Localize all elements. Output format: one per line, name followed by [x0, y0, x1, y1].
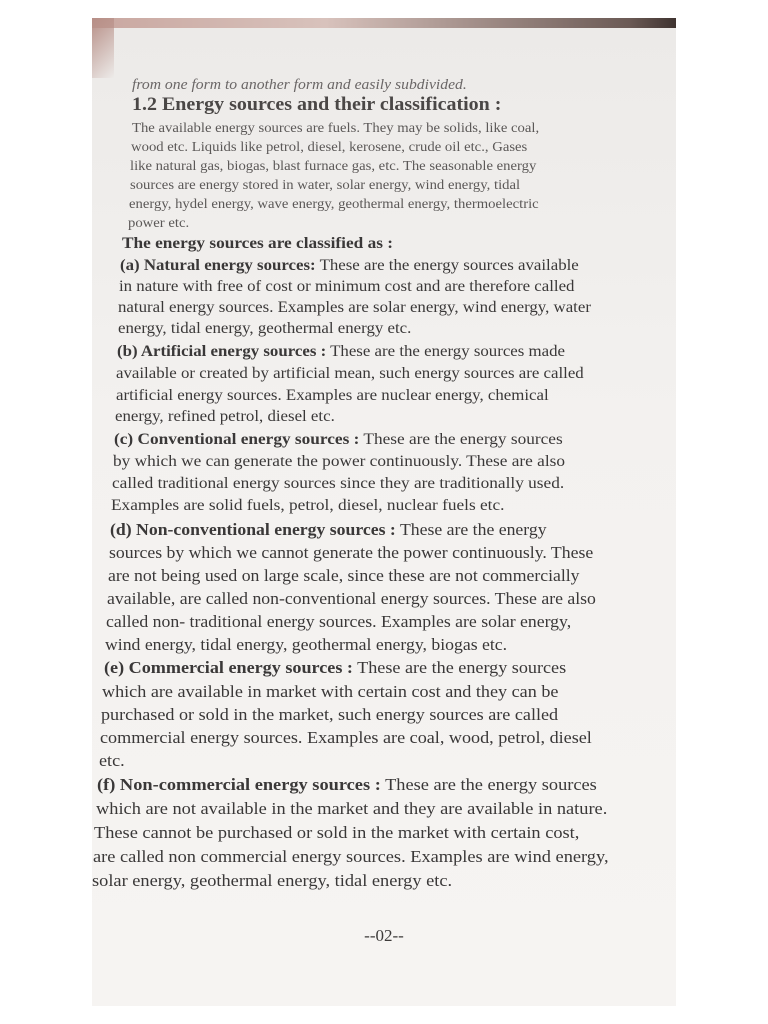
page-top-edge [92, 18, 676, 28]
category-first-line [120, 256, 579, 276]
category-text: These are the energy sources [359, 431, 563, 448]
intro-line: like natural gas, biogas, blast furnace gas, etc. The seasonable energy [130, 158, 537, 173]
category-line: energy, tidal energy, geothermal energy etc. [118, 320, 412, 337]
category-line: which are not available in the market and they are available in nature. [96, 799, 608, 818]
category-text: These are the energy [395, 520, 547, 539]
category-line: commercial energy sources. Examples are coal, wood, petrol, diesel [100, 728, 592, 747]
category-line: called traditional energy sources since they are traditionally used. [112, 475, 565, 492]
page-corner-shadow [92, 18, 114, 78]
category-term: (f) Non-commercial energy sources : [97, 775, 381, 794]
category-line: natural energy sources. Examples are solar energy, wind energy, water [118, 299, 591, 316]
category-term: (c) Conventional energy sources : [114, 431, 360, 448]
category-line: These cannot be purchased or sold in the market with certain cost, [94, 823, 580, 842]
category-line: purchased or sold in the market, such energy sources are called [101, 705, 559, 724]
category-line: called non- traditional energy sources. Examples are solar energy, [106, 612, 572, 631]
category-line: which are available in market with certain cost and they can be [102, 682, 559, 701]
category-first-line [114, 430, 563, 450]
category-line: available, are called non-conventional energy sources. These are also [107, 589, 596, 608]
category-text: These are the energy sources available [315, 257, 579, 274]
intro-line: energy, hydel energy, wave energy, geothermal energy, thermoelectric [129, 196, 539, 211]
intro-line: power etc. [128, 215, 190, 230]
intro-line: sources are energy stored in water, solar energy, wind energy, tidal [130, 177, 521, 192]
category-line: available or created by artificial mean, such energy sources are called [116, 365, 584, 382]
category-first-line [110, 520, 547, 540]
category-line: solar energy, geothermal energy, tidal energy etc. [92, 871, 453, 890]
category-text: These are the energy sources [380, 775, 597, 794]
category-first-line [97, 775, 597, 795]
category-line: wind energy, tidal energy, geothermal energy, biogas etc. [105, 635, 508, 654]
category-term: (e) Commercial energy sources : [104, 658, 353, 677]
category-line: are called non commercial energy sources. Examples are wind energy, [93, 847, 609, 866]
category-line: Examples are solid fuels, petrol, diesel, nuclear fuels etc. [111, 497, 505, 514]
section-heading: 1.2 Energy sources and their classification : [132, 95, 502, 115]
category-line: are not being used on large scale, since these are not commercially [108, 566, 580, 585]
category-line: sources by which we cannot generate the power continuously. These [109, 543, 594, 562]
intro-line: wood etc. Liquids like petrol, diesel, kerosene, crude oil etc., Gases [131, 139, 528, 154]
book-page [92, 18, 676, 1006]
category-first-line [117, 342, 565, 362]
category-line: by which we can generate the power continuously. These are also [113, 453, 565, 470]
category-text: These are the energy sources made [326, 343, 566, 360]
page-number: --02-- [364, 926, 404, 945]
category-term: (a) Natural energy sources: [120, 257, 316, 274]
category-line: artificial energy sources. Examples are nuclear energy, chemical [116, 387, 549, 404]
category-text: These are the energy sources [352, 658, 567, 677]
category-line: energy, refined petrol, diesel etc. [115, 408, 335, 425]
category-term: (b) Artificial energy sources : [117, 343, 327, 360]
intro-line: The available energy sources are fuels. They may be solids, like coal, [132, 120, 540, 135]
category-line: etc. [99, 751, 125, 770]
category-term: (d) Non-conventional energy sources : [110, 520, 396, 539]
category-line: in nature with free of cost or minimum cost and are therefore called [119, 278, 575, 295]
top-fragment: from one form to another form and easily subdivided. [132, 77, 467, 93]
classification-heading: The energy sources are classified as : [122, 235, 394, 252]
category-first-line [104, 658, 566, 678]
